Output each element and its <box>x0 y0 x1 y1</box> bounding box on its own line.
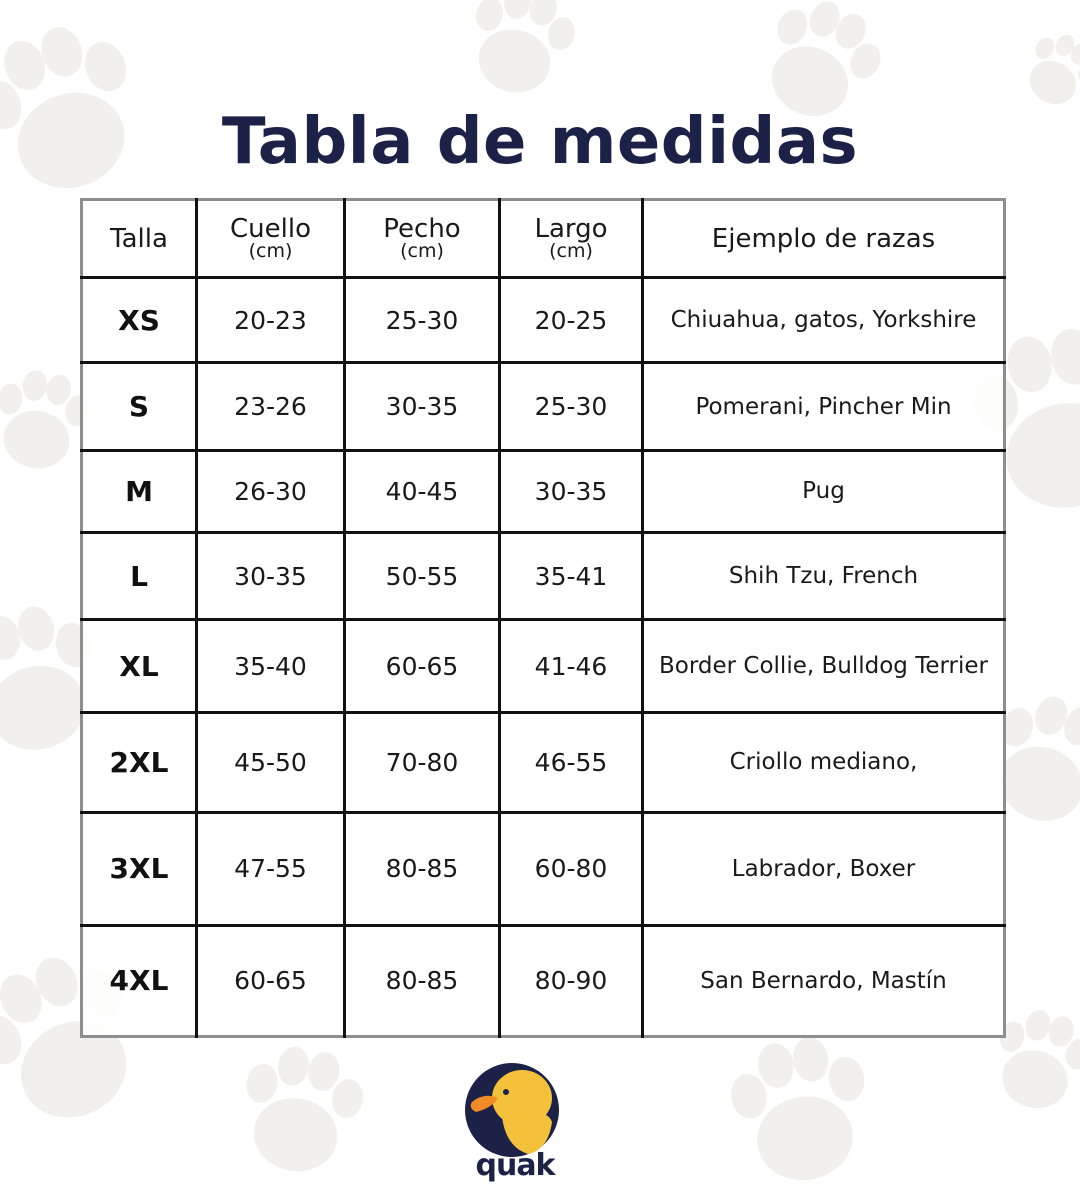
header-breeds-label: Ejemplo de razas <box>711 223 936 254</box>
chest-cell: 50-55 <box>345 532 500 619</box>
length-cell: 46-55 <box>500 712 643 812</box>
breeds-cell: Labrador, Boxer <box>643 813 1005 925</box>
length-cell: 25-30 <box>500 363 643 450</box>
brand-name: quak <box>475 1148 555 1183</box>
size-cell: 3XL <box>82 813 197 925</box>
length-cell: 80-90 <box>500 925 643 1036</box>
header-chest-unit: (cm) <box>400 239 444 262</box>
header-neck <box>197 200 345 278</box>
chest-cell: 80-85 <box>345 813 500 925</box>
chest-cell: 80-85 <box>345 925 500 1036</box>
header-neck-label: Cuello <box>230 213 311 244</box>
table-row <box>82 363 1005 450</box>
table-row <box>82 620 1005 712</box>
neck-cell: 26-30 <box>197 450 345 532</box>
breeds-cell: Border Collie, Bulldog Terrier <box>643 620 1005 712</box>
table-row <box>82 813 1005 925</box>
header-length <box>500 200 643 278</box>
neck-cell: 23-26 <box>197 363 345 450</box>
header-size <box>82 200 197 278</box>
neck-cell: 47-55 <box>197 813 345 925</box>
chest-cell: 40-45 <box>345 450 500 532</box>
chest-cell: 60-65 <box>345 620 500 712</box>
neck-cell: 45-50 <box>197 712 345 812</box>
length-cell: 60-80 <box>500 813 643 925</box>
size-cell: M <box>82 450 197 532</box>
size-cell: 2XL <box>82 712 197 812</box>
length-cell: 20-25 <box>500 278 643 363</box>
table-header-row <box>82 200 1005 278</box>
length-cell: 41-46 <box>500 620 643 712</box>
header-size-label: Talla <box>110 223 168 254</box>
page-title: Tabla de medidas <box>221 104 859 179</box>
table-row <box>82 450 1005 532</box>
header-breeds <box>643 200 1005 278</box>
chest-cell: 25-30 <box>345 278 500 363</box>
table-row <box>82 712 1005 812</box>
size-cell: L <box>82 532 197 619</box>
header-length-unit: (cm) <box>549 239 593 262</box>
size-cell: S <box>82 363 197 450</box>
breeds-cell: Pug <box>643 450 1005 532</box>
breeds-cell: Shih Tzu, French <box>643 532 1005 619</box>
size-cell: XS <box>82 278 197 363</box>
table-row <box>82 278 1005 363</box>
chest-cell: 30-35 <box>345 363 500 450</box>
neck-cell: 60-65 <box>197 925 345 1036</box>
chest-cell: 70-80 <box>345 712 500 812</box>
length-cell: 30-35 <box>500 450 643 532</box>
breeds-cell: Pomerani, Pincher Min <box>643 363 1005 450</box>
header-chest-label: Pecho <box>383 213 461 244</box>
neck-cell: 30-35 <box>197 532 345 619</box>
header-length-label: Largo <box>534 213 608 244</box>
length-cell: 35-41 <box>500 532 643 619</box>
breeds-cell: San Bernardo, Mastín <box>700 967 947 994</box>
header-neck-unit: (cm) <box>248 239 293 262</box>
table-row <box>82 532 1005 619</box>
header-chest <box>345 200 500 278</box>
neck-cell: 20-23 <box>197 278 345 363</box>
neck-cell: 35-40 <box>197 620 345 712</box>
breeds-cell: Criollo mediano, <box>643 712 1005 812</box>
size-chart-table <box>80 198 1006 1038</box>
table-row <box>82 925 1005 1036</box>
size-cell: 4XL <box>82 925 197 1036</box>
breeds-cell: Chiuahua, gatos, Yorkshire <box>643 278 1005 363</box>
size-cell: XL <box>82 620 197 712</box>
